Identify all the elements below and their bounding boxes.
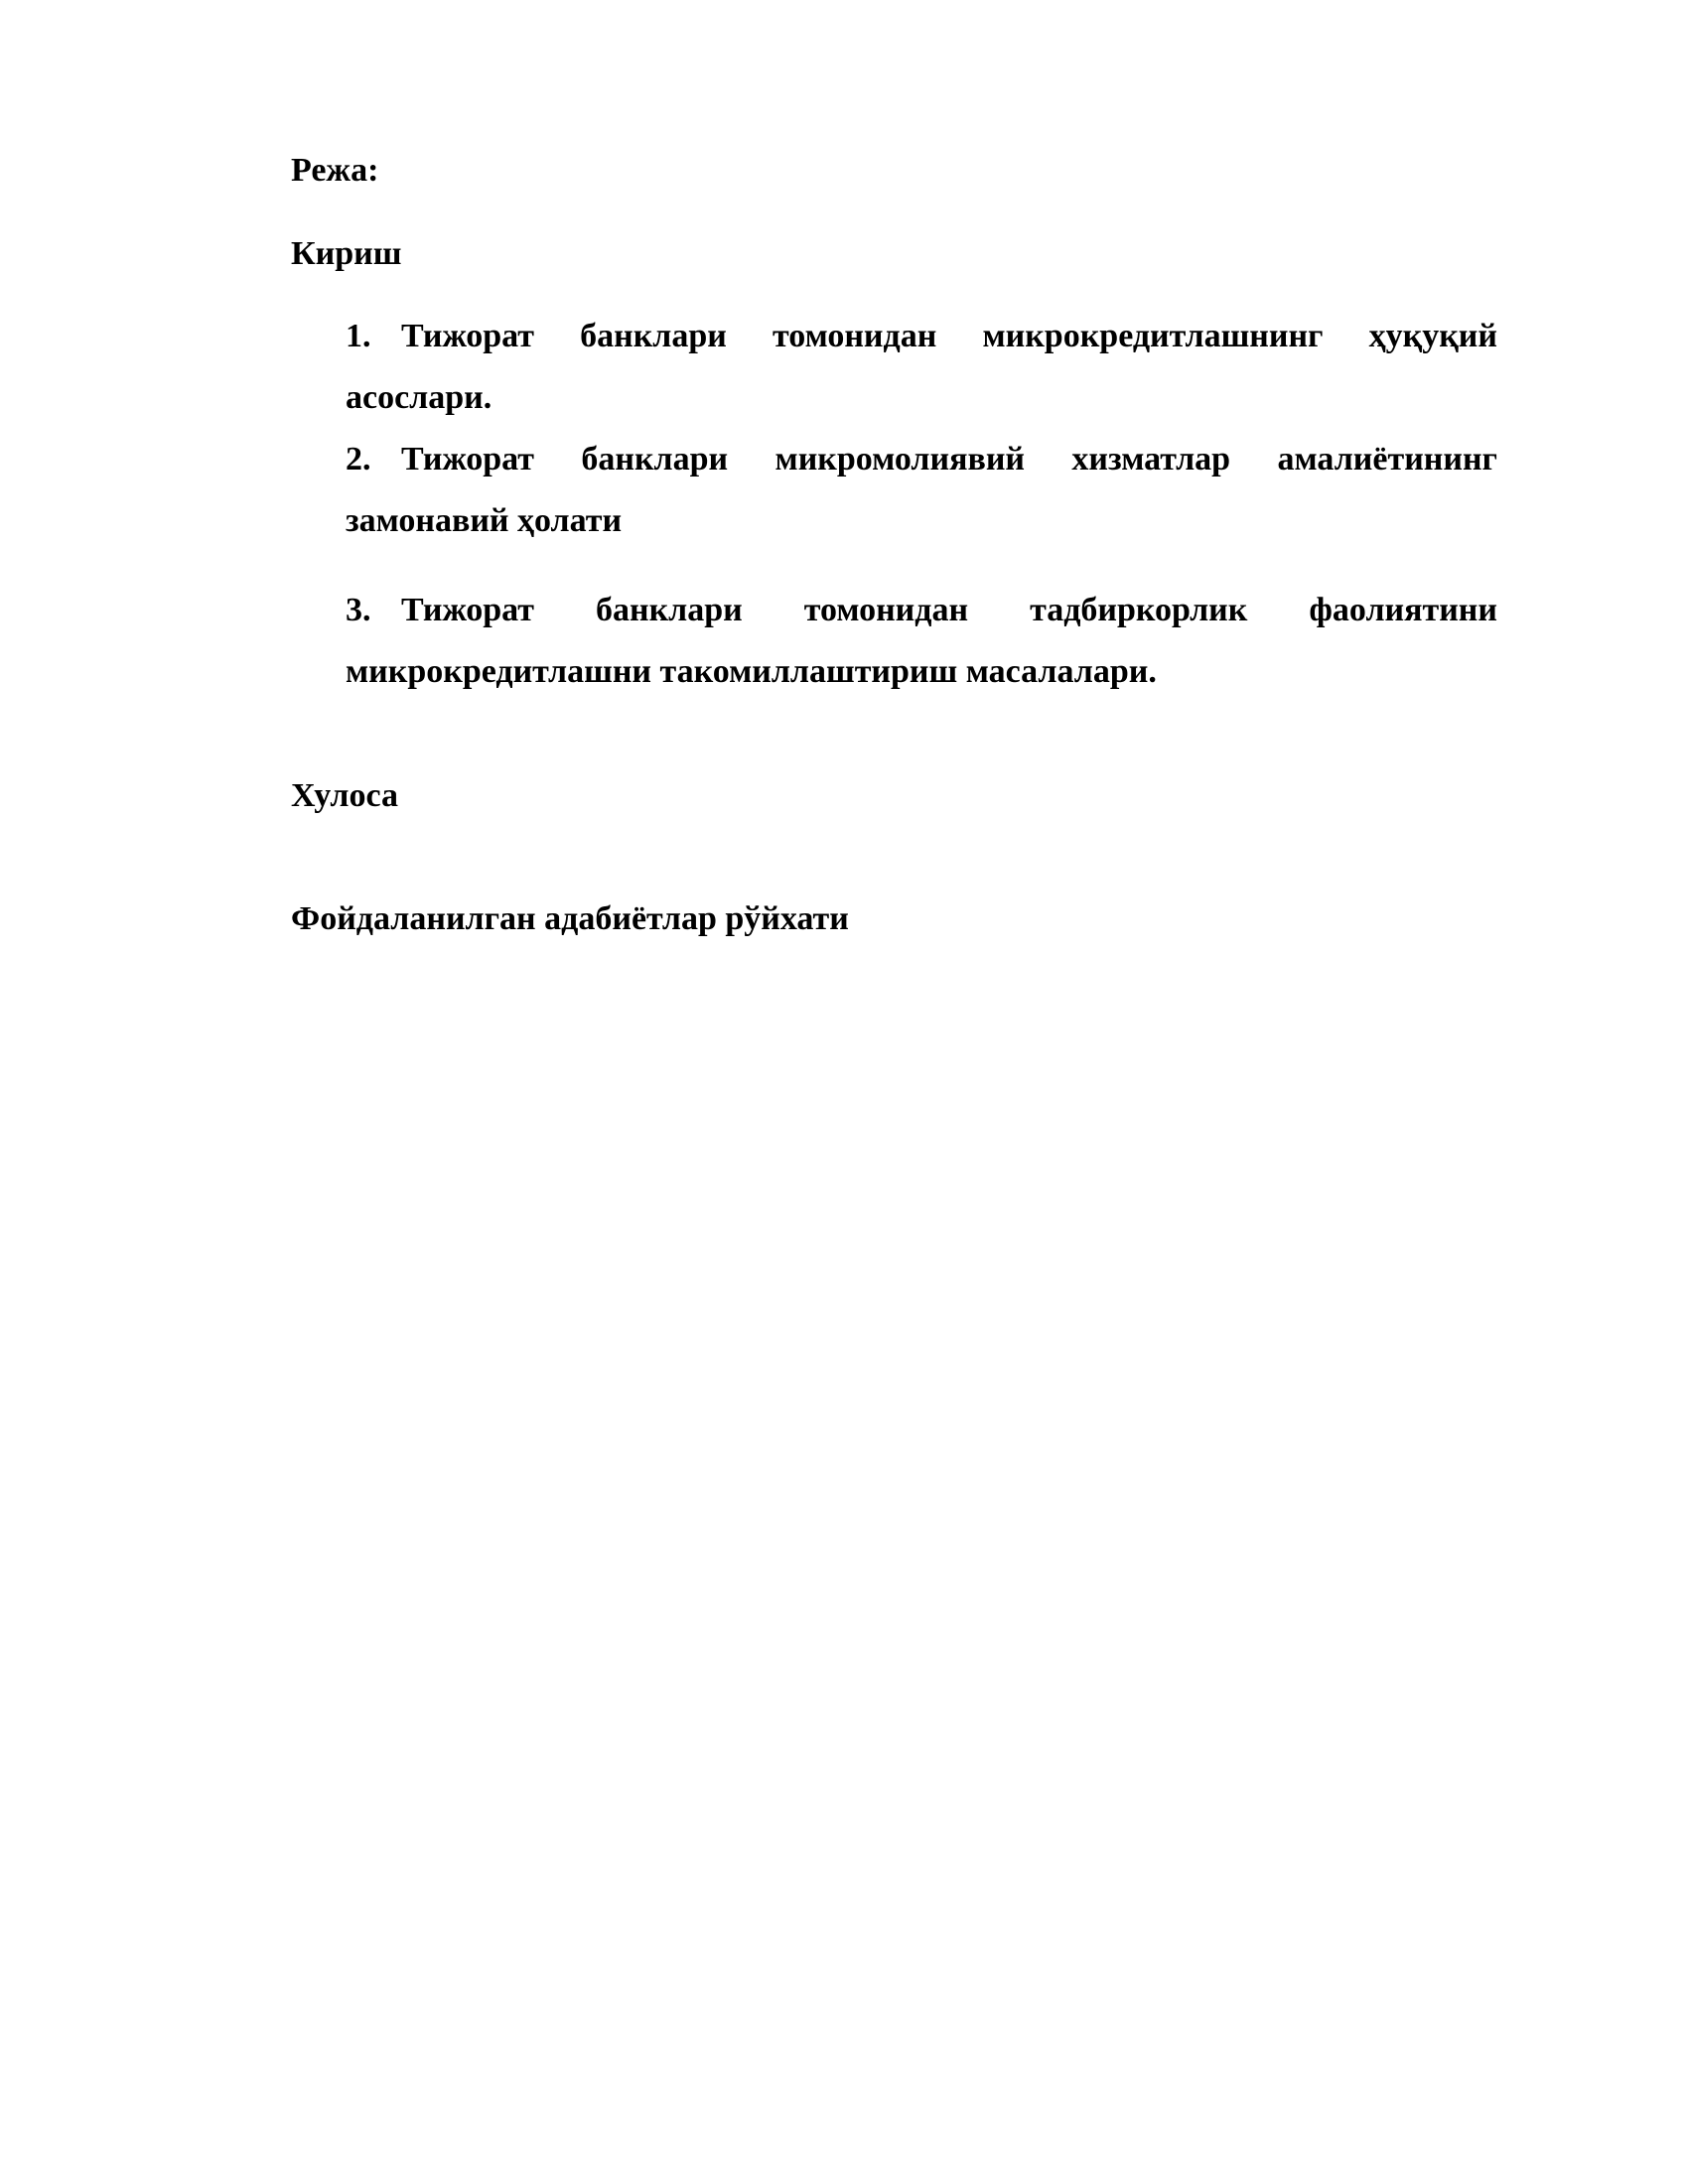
intro-heading: Кириш: [291, 235, 402, 272]
conclusion-heading: Хулоса: [291, 777, 398, 814]
references-heading: Фойдаланилган адабиётлар рўйхати: [291, 900, 849, 937]
plan-heading: Режа:: [291, 152, 379, 189]
plan-item-2: [346, 429, 1497, 552]
plan-item-text: Тижорат банклари томонидан микрокредитлашнинг ҳуқуқий асослари.: [346, 318, 1497, 416]
plan-item-number: 1.: [346, 318, 371, 354]
plan-item-3: [346, 580, 1497, 703]
plan-item-text: Тижорат банклари томонидан тадбиркорлик фаолиятини микрокредитлашни такомиллаштириш масалалари.: [346, 592, 1497, 690]
plan-item-number: 2.: [346, 441, 371, 478]
plan-item-text: Тижорат банклари микромолиявий хизматлар амалиётининг замонавий ҳолати: [346, 441, 1497, 539]
plan-item-1: [346, 306, 1497, 429]
plan-item-number: 3.: [346, 592, 371, 628]
